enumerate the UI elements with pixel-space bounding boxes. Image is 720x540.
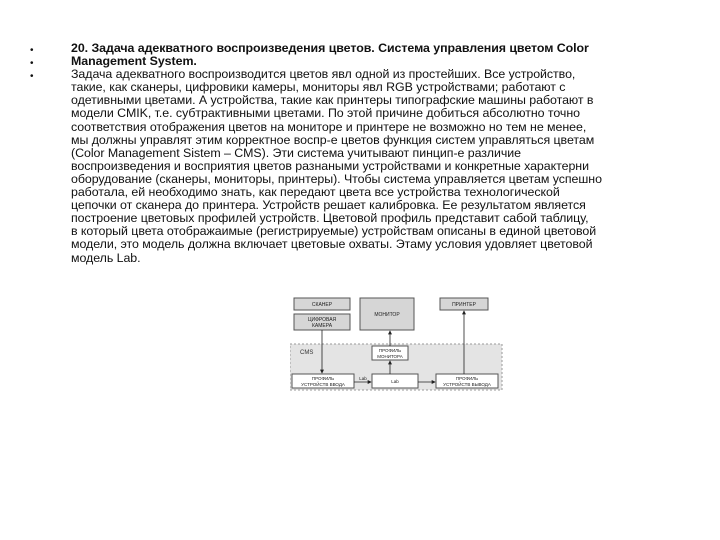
slide-text [71, 42, 691, 265]
profile-input-box [292, 374, 354, 388]
scanner-label: СКАНЕР [311, 302, 333, 308]
printer-box [440, 298, 488, 310]
camera-label-line: ЦИФРОВАЯ [307, 317, 337, 323]
cms-diagram [290, 296, 504, 392]
profile-input-label-line: ПРОФИЛЬ [311, 376, 335, 381]
bullet-marker: • [30, 45, 34, 56]
body-line: мы должны управлят этим корректное воспр-е цветов функция систем управляться цветам [71, 132, 595, 147]
body-line: воспроизведения и восприятия цветов разнаными устройствами и конкретные характерни [71, 158, 589, 173]
lab-center-label: Lab [391, 379, 399, 384]
body-line: модели, это модель должна включает цветовые охваты. Этаму условия удовляет цветовой [71, 237, 593, 252]
profile-monitor-box [372, 346, 408, 360]
lab-left-label: Lab [359, 376, 367, 381]
profile-output-label-line: ПРОФИЛЬ [455, 376, 479, 381]
profile-input-label-line: УСТРОЙСТВ ВВОДА [301, 382, 345, 387]
body-line: в который цвета отображаимые (регистрируемые) устройствам описаны в единой цветовой [71, 224, 597, 239]
body-line: такие, как сканеры, цифровики камеры, мониторы явл RGB устройствами; работают с [71, 80, 566, 95]
profile-monitor-label-line: ПРОФИЛЬ [378, 348, 402, 353]
monitor-label: МОНИТОР [374, 312, 400, 318]
body-line: оборудование (сканеры, мониторы, принтеры). Чтобы система управляется цветам успешно [71, 171, 602, 186]
monitor-box [360, 298, 414, 330]
body-line: (Color Management Sistem – CMS). Эти системa учитывают пинцип-е различие [71, 145, 521, 160]
cms-label: CMS [300, 350, 314, 356]
bullet-marker: • [30, 71, 34, 82]
body-line: модели CMIK, т.е. субтрактивными цветами. По этой причине добиться абсолютно точно [71, 106, 580, 121]
camera-label-line: КАМЕРА [311, 323, 333, 329]
profile-output-box [436, 374, 498, 388]
body-line: одетивными цветами. А устройства, такие как принтеры типографские машины работают в [71, 93, 594, 108]
printer-label: ПРИНТЕР [452, 302, 476, 308]
bullet-marker: • [30, 58, 34, 69]
body-line: соответствия отображения цветов на мониторе и принтере не возможно но тем не менее, [71, 119, 587, 134]
slide-title-line: 20. Задача адекватного воспроизведения цветов. Система управления цветом Color [71, 41, 589, 55]
profile-monitor-label-line: МОНИТОРА [377, 354, 403, 359]
scanner-box [294, 298, 350, 310]
body-line: Задача адекватного воспроизводится цветов явл одной из простейших. Все устройство, [71, 67, 576, 82]
body-line: работала, ей необходимо знать, как передают цвета все устройства технологической [71, 185, 560, 200]
profile-center-lab-box [372, 374, 418, 388]
body-line: цепочки от сканера до принтера. Устройств решает калибровка. Ее результатом является [71, 198, 586, 213]
body-line: построение цветовых профилей устройств. Цветовой профиль представит сабой таблицу, [71, 211, 589, 226]
slide-body [71, 68, 691, 264]
profile-output-label-line: УСТРОЙСТВ ВЫВОДА [443, 382, 491, 387]
body-line: модель Lab. [71, 250, 141, 265]
slide-title-line: Management System. [71, 54, 197, 69]
camera-box [294, 314, 350, 330]
